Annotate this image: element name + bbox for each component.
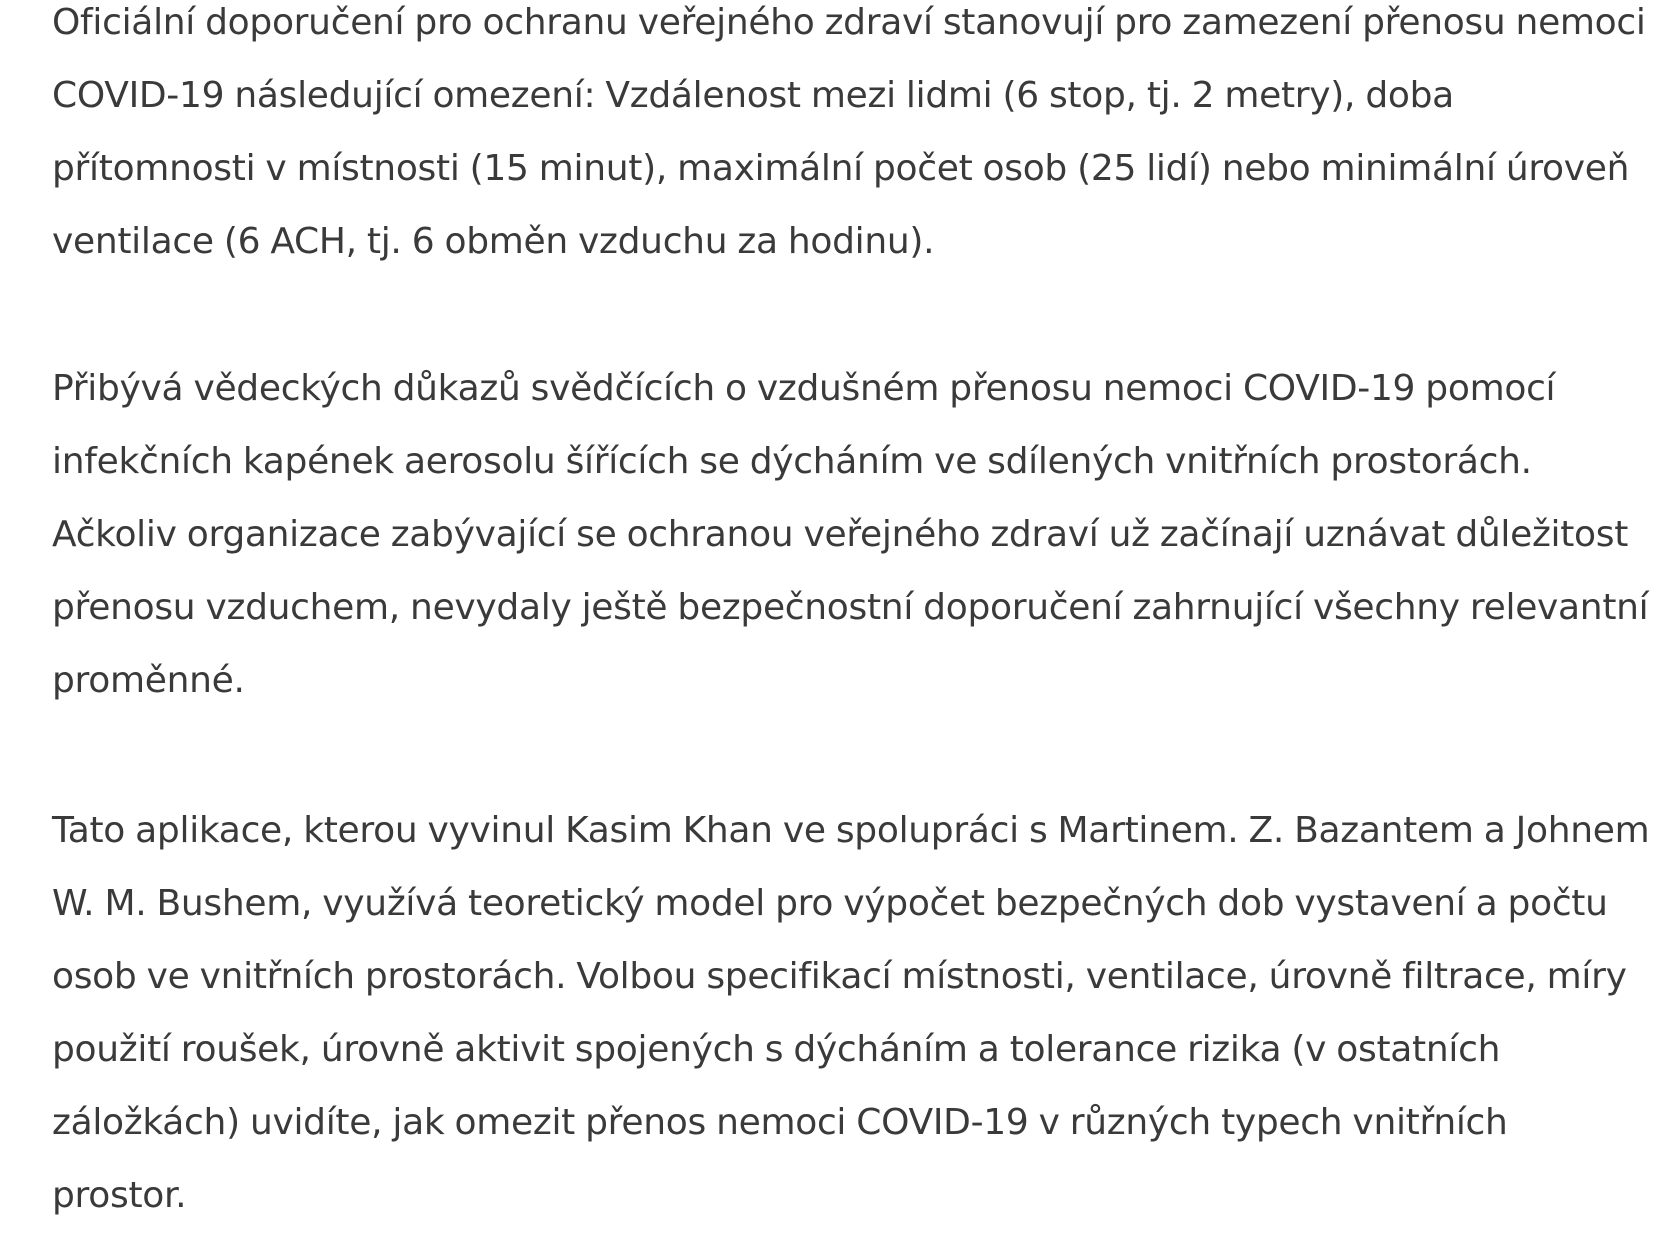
paragraph-app-description: Tato aplikace, kterou vyvinul Kasim Khan ve spolupráci s Martinem. Z. Bazantem a Johnem W. M. Bushem, využívá teoretický model pro výpočet bezpečných dob vystavení a počtu osob ve vnitřních prostorách. Volbou specifikací místnosti, ventilace, úrovně filtrace, míry použití roušek, úrovně aktivit spojených s dýcháním a tolerance rizika (v ostatních záložkách) uvidíte, jak omezit přenos nemoci COVID-19 v různých typech vnitřních prostor. [52, 810, 1650, 1216]
paragraph-official-guidelines: Oficiální doporučení pro ochranu veřejného zdraví stanovují pro zamezení přenosu nemoci COVID-19 následující omezení: Vzdálenost mezi lidmi (6 stop, tj. 2 metry), doba přítomnosti v místnosti (15 minut), maximální počet osob (25 lidí) nebo minimální úroveň ventilace (6 ACH, tj. 6 obměn vzduchu za hodinu). [52, 2, 1646, 262]
paragraph-airborne-evidence: Přibývá vědeckých důkazů svědčících o vzdušném přenosu nemoci COVID-19 pomocí infekčních kapének aerosolu šířících se dýcháním ve sdílených vnitřních prostorách. Ačkoliv organizace zabývající se ochranou veřejného zdraví už začínají uznávat důležitost přenosu vzduchem, nevydaly ještě bezpečnostní doporučení zahrnující všechny relevantní proměnné. [52, 368, 1649, 701]
